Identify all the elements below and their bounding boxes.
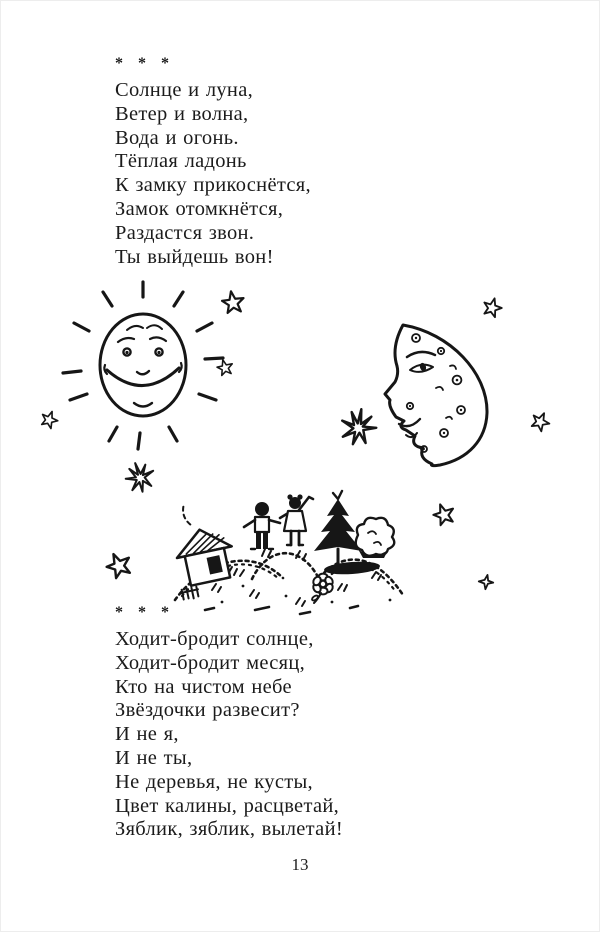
poem-line: Солнце и луна, <box>115 79 254 101</box>
hill-scene <box>164 491 403 614</box>
poem-line: Не деревья, не кусты, <box>115 770 313 793</box>
flower <box>311 574 334 603</box>
hut <box>164 498 241 600</box>
star-icon <box>221 289 246 314</box>
poem-line: Ветер и волна, <box>115 102 249 125</box>
poem-line: Тёплая ладонь <box>115 150 247 173</box>
girl <box>280 494 313 545</box>
smiling-sun <box>63 282 223 449</box>
poem-separator: * * * <box>115 604 174 621</box>
poem-line: И не ты, <box>115 746 193 769</box>
poem-line: Ходит-бродит солнце, <box>115 628 314 650</box>
star-icon <box>339 406 379 447</box>
poem-line: К замку прикоснётся, <box>115 174 311 197</box>
poem-separator: * * * <box>115 55 174 72</box>
star-icon <box>216 358 235 377</box>
poem-first <box>115 52 311 269</box>
poem-line: Звёздочки развесит? <box>115 699 300 722</box>
crescent-moon-with-face <box>385 325 487 466</box>
star-icon <box>477 573 494 590</box>
star-icon <box>431 501 457 527</box>
poem-line: Зяблик, зяблик, вылетай! <box>115 818 343 841</box>
fir-tree <box>314 491 362 565</box>
poem-line: Ты выйдешь вон! <box>115 245 274 268</box>
poem-line: Вода и огонь. <box>115 126 239 149</box>
poem-line: Замок отомкнётся, <box>115 197 284 220</box>
star-icon <box>529 410 553 434</box>
page-number: 13 <box>291 855 309 874</box>
poem-line: Ходит-бродит месяц, <box>115 651 306 674</box>
poem-line: И не я, <box>115 723 179 746</box>
star-icon <box>39 409 60 430</box>
poem-line: Кто на чистом небе <box>115 675 292 698</box>
star-icon <box>103 549 135 581</box>
star-icon <box>122 459 158 496</box>
bushy-tree <box>356 518 395 558</box>
night-sky-illustration <box>0 278 600 623</box>
boy <box>244 502 280 549</box>
star-icon <box>481 296 503 318</box>
poem-second <box>115 601 343 842</box>
sun-face-outline <box>100 314 186 416</box>
poem-line: Раздастся звон. <box>115 221 255 244</box>
moon-outline <box>385 325 487 466</box>
poem-line: Цвет калины, расцветай, <box>115 794 340 817</box>
